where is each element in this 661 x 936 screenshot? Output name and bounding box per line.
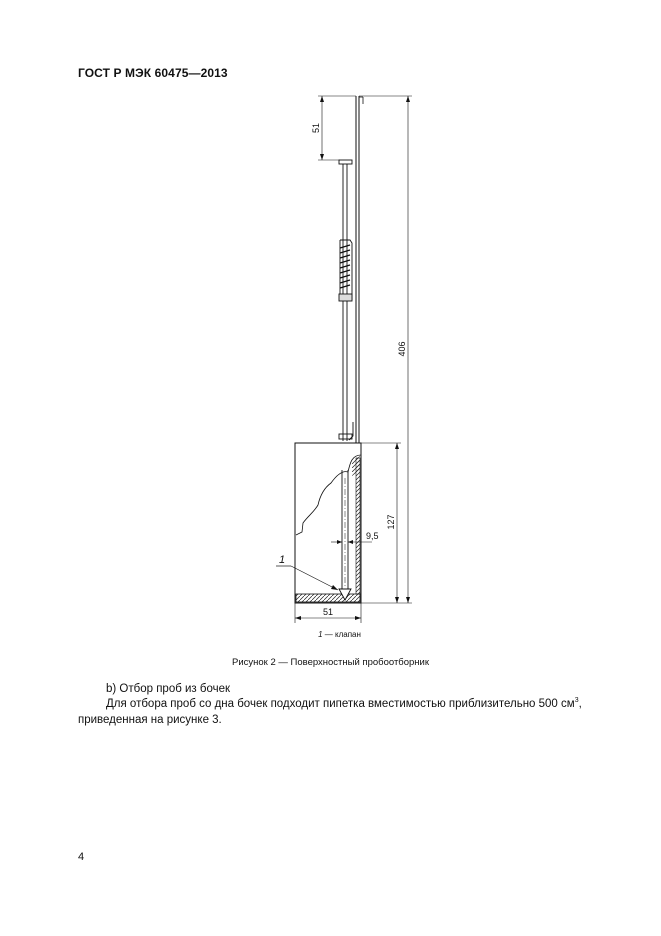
sample-container <box>295 443 372 603</box>
dim-label-bottom-width: 51 <box>322 607 334 617</box>
paragraph-text: Для отбора проб со дна бочек подходит пипетка вместимостью приблизительно 500 см <box>106 698 575 710</box>
valve-stem <box>339 160 353 441</box>
dimension-top-gap <box>318 96 356 160</box>
main-rod <box>356 96 363 443</box>
document-header: ГОСТ Р МЭК 60475—2013 <box>78 66 228 80</box>
paragraph-superscript: 3 <box>574 697 579 705</box>
callout-leader <box>276 566 338 590</box>
spring <box>340 245 350 288</box>
figure-caption: Рисунок 2 — Поверхностный пробоотборник <box>231 657 430 668</box>
section-heading: b) Отбор проб из бочек <box>106 683 231 695</box>
callout-number: 1 <box>279 554 286 566</box>
page-number: 4 <box>78 851 85 863</box>
dim-label-total-height: 406 <box>397 341 407 357</box>
figure-legend <box>0 630 661 639</box>
paragraph-text-end: , приведенная на рисунке 3. <box>78 698 582 726</box>
dim-label-inner-diameter: 9,5 <box>366 531 379 541</box>
dim-label-top-gap: 51 <box>311 122 321 134</box>
dim-label-container-height: 127 <box>386 514 396 530</box>
legend-text: — клапан <box>322 630 361 639</box>
legend-number: 1 <box>318 630 323 639</box>
body-paragraph <box>78 696 618 728</box>
